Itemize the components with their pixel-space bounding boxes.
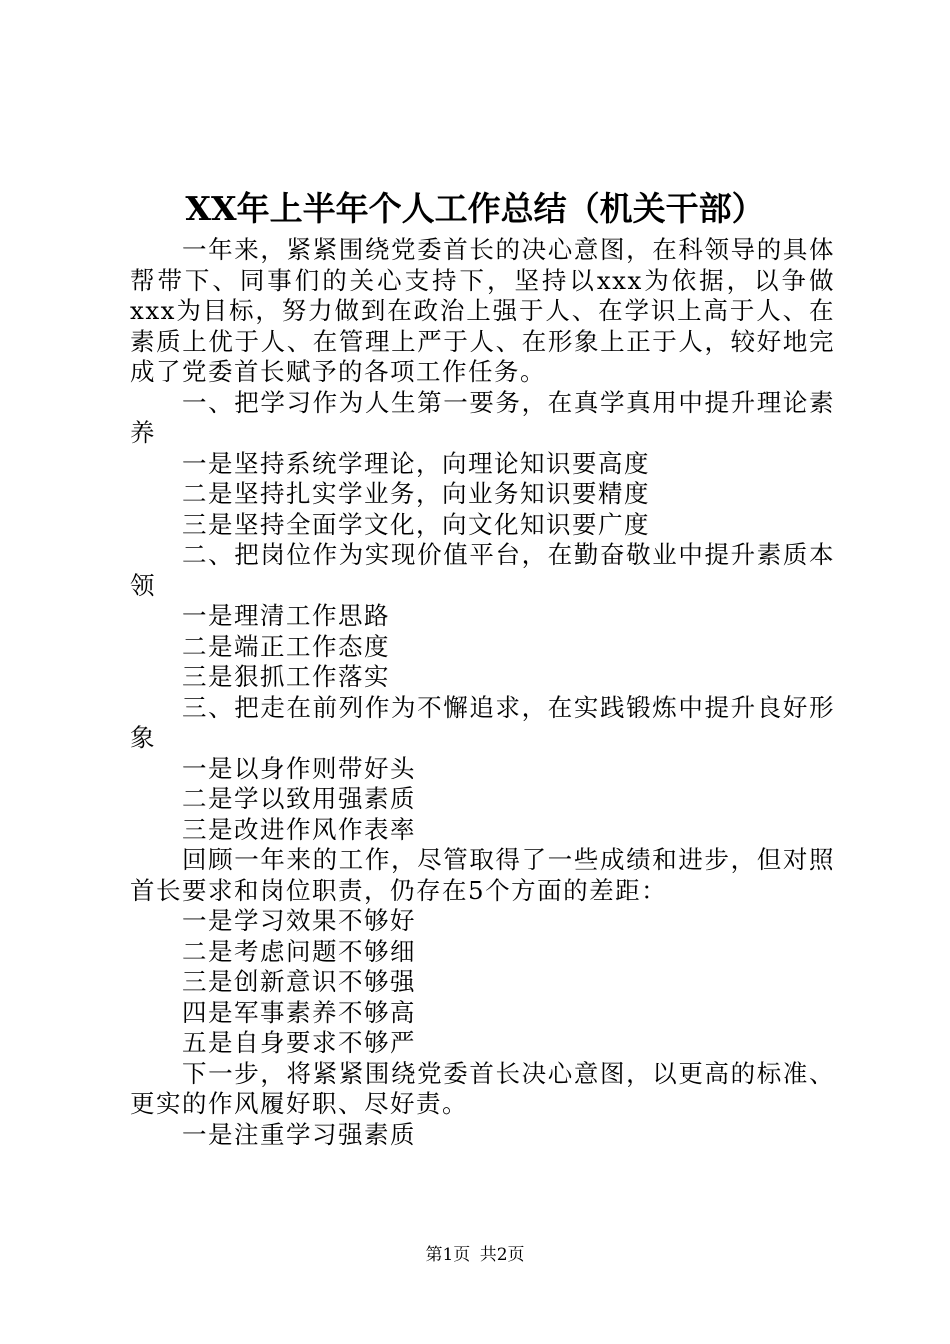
paragraph: 一年来，紧紧围绕党委首长的决心意图，在科领导的具体帮带下、同事们的关心支持下，坚持以xxx为依据，以争做xxx为目标，努力做到在政治上强于人、在学识上高于人、在素质上优于人、在管理上严于人、在形象上正于人，较好地完成了党委首长赋予的各项工作任务。 (130, 235, 835, 386)
list-item: 三是坚持全面学文化，向文化知识要广度 (182, 509, 650, 539)
section-heading: 一、把学习作为人生第一要务，在真学真用中提升理论素养 (130, 387, 835, 447)
page-total: 共2页 (479, 1245, 525, 1265)
page-number: 第1页 (425, 1245, 471, 1265)
list-item: 二是学以致用强素质 (182, 784, 416, 813)
list-item: 一是坚持系统学理论，向理论知识要高度 (182, 448, 650, 478)
list-item: 二是考虑问题不够细 (182, 936, 416, 966)
list-item: 三是改进作风作表率 (182, 814, 416, 844)
list-item: 二是坚持扎实学业务，向业务知识要精度 (182, 479, 650, 508)
paragraph: 回顾一年来的工作，尽管取得了一些成绩和进步，但对照首长要求和岗位职责，仍存在5个方面的差距： (130, 845, 835, 905)
page-footer (0, 1243, 950, 1267)
list-item: 三是创新意识不够强 (182, 967, 416, 996)
list-item: 一是学习效果不够好 (182, 906, 416, 935)
paragraph: 下一步，将紧紧围绕党委首长决心意图，以更高的标准、更实的作风履好职、尽好责。 (130, 1058, 835, 1118)
list-item: 一是注重学习强素质 (182, 1119, 416, 1149)
list-item: 五是自身要求不够严 (182, 1028, 416, 1057)
document-title: XX年上半年个人工作总结（机关干部） (185, 189, 765, 228)
section-heading: 二、把岗位作为实现价值平台，在勤奋敬业中提升素质本领 (130, 540, 835, 600)
document-body (130, 235, 835, 1150)
list-item: 四是军事素养不够高 (182, 997, 416, 1027)
list-item: 三是狠抓工作落实 (182, 662, 390, 691)
list-item: 一是理清工作思路 (182, 601, 390, 630)
list-item: 二是端正工作态度 (182, 631, 390, 661)
list-item: 一是以身作则带好头 (182, 753, 416, 783)
section-heading: 三、把走在前列作为不懈追求，在实践锻炼中提升良好形象 (130, 692, 835, 752)
